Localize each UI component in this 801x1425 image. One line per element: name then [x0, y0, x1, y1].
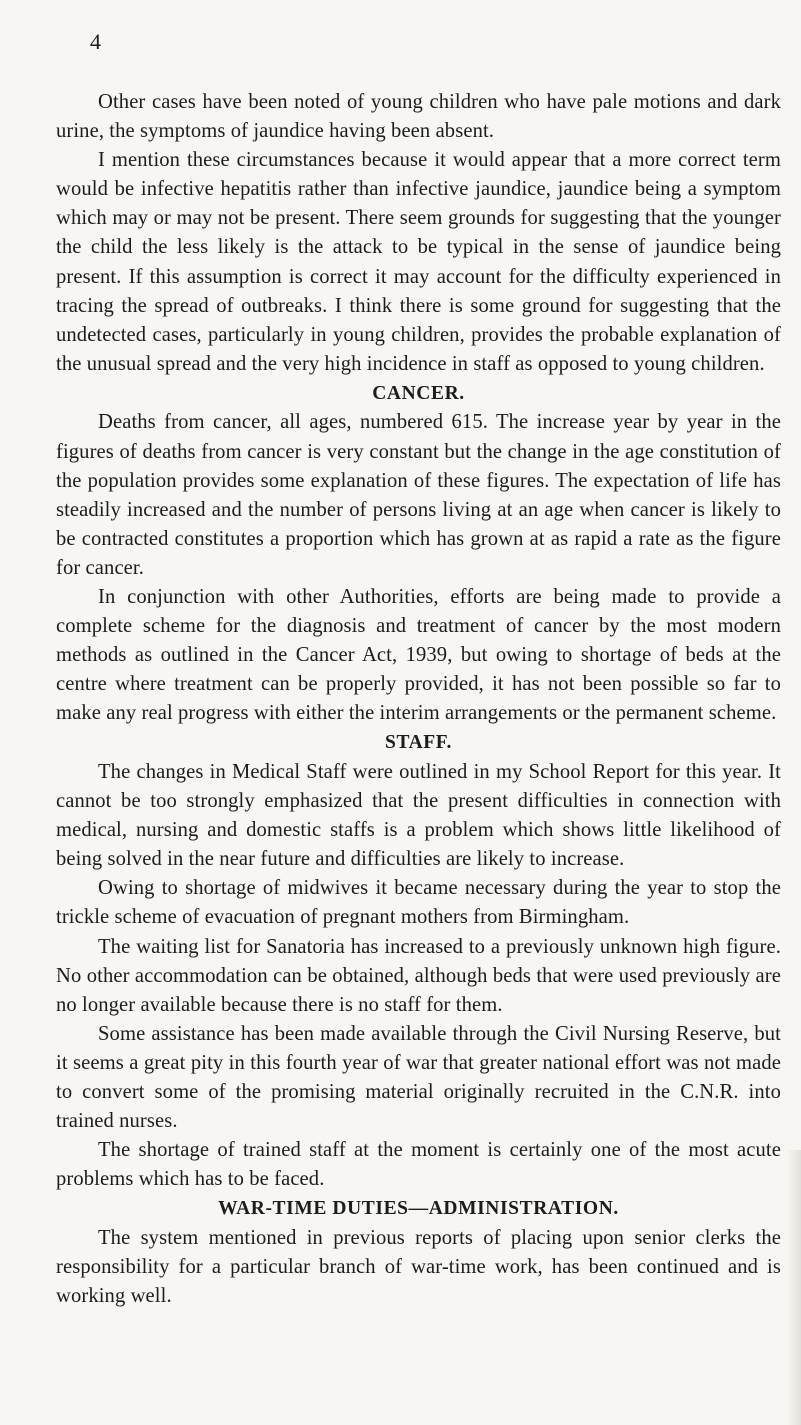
paragraph-cancer-deaths: Deaths from cancer, all ages, numbered 615. The increase year by year in the figures of deaths from cancer is very constant but the change in the age constitution of the population provides some explanation of these figures. The expectation of life has steadily increased and the number of persons living at an age when cancer is likely to be contracted constitutes a proportion which has grown at as rapid a rate as the figure for cancer.	[56, 411, 781, 579]
paragraph-senior-clerks: The system mentioned in previous reports of placing upon senior clerks the responsibility for a particular branch of war-time work, has been continued and is working well.	[56, 1226, 781, 1308]
paragraph-infective-hepatitis: I mention these circumstances because it would appear that a more correct term would be infective hepatitis rather than infective jaundice, jaundice being a symptom which may or may not be present. There seem grounds for suggesting that the younger the child the less likely is the attack to be typical in the sense of jaundice being present. If this assumption is correct it may account for the difficulty experienced in tracing the spread of outbreaks. I think there is some ground for suggesting that the undetected cases, particularly in young children, provides the probable explanation of the unusual spread and the very high incidence in staff as opposed to young children.	[56, 149, 781, 375]
paragraph-medical-staff: The changes in Medical Staff were outlined in my School Report for this year. It cannot be too strongly emphasized that the present difficulties in connection with medical, nursing and domestic staffs is a problem which shows little likelihood of being solved in the near future and difficulties are likely to increase.	[56, 760, 781, 871]
page-number: 4	[90, 29, 101, 54]
paragraph-cancer-scheme: In conjunction with other Authorities, efforts are being made to provide a complete scheme for the diagnosis and treatment of cancer by the most modern methods as outlined in the Cancer Act, 1939, but owing to shortage of beds at the centre where treatment can be properly provided, it has not been possible so far to make any real progress with either the interim arrangements or the permanent scheme.	[56, 586, 781, 725]
section-heading-staff: STAFF.	[385, 732, 452, 754]
paragraph-young-children: Other cases have been noted of young children who have pale motions and dark urine, the symptoms of jaundice having been absent.	[56, 91, 781, 143]
paragraph-midwives: Owing to shortage of midwives it became necessary during the year to stop the trickle scheme of evacuation of pregnant mothers from Birmingham.	[56, 877, 781, 929]
paragraph-trained-staff: The shortage of trained staff at the moment is certainly one of the most acute problems which has to be faced.	[56, 1139, 781, 1191]
paragraph-sanatoria: The waiting list for Sanatoria has increased to a previously unknown high figure. No other accommodation can be obtained, although beds that were used previously are no longer available because there is no staff for them.	[56, 935, 781, 1016]
section-heading-cancer: CANCER.	[372, 382, 465, 404]
paragraph-civil-nursing-reserve: Some assistance has been made available through the Civil Nursing Reserve, but it seems a great pity in this fourth year of war that greater national effort was not made to convert some of the promising material originally recruited in the C.N.R. into trained nurses.	[56, 1022, 781, 1133]
page-edge-shadow	[787, 1150, 801, 1425]
section-heading-war-time-duties: WAR-TIME DUTIES—ADMINISTRATION.	[218, 1198, 619, 1220]
document-body	[56, 88, 781, 1311]
